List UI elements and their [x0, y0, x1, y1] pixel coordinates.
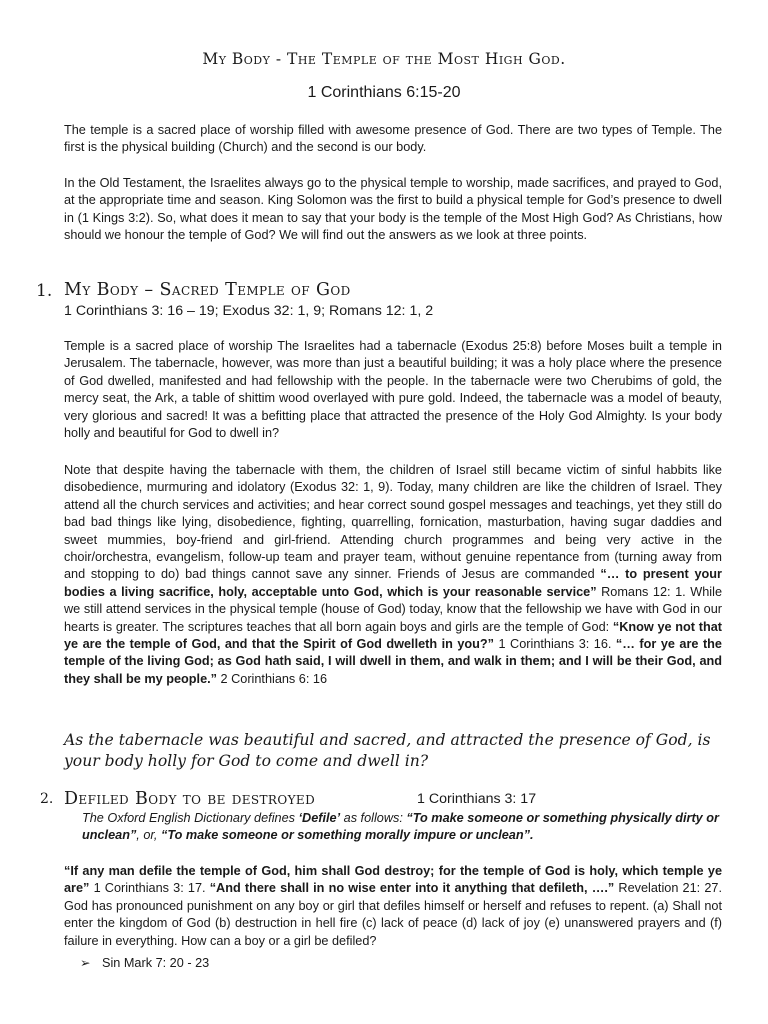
- intro-paragraph-2: In the Old Testament, the Israelites always go to the physical temple to worship, made sacrifices, and prayed to God, at the appropriate time and season. King Solomon was the first to build a physical temple for God’s presence to dwell in (1 Kings 3:2). So, what does it mean to say that your body is the temple of the Most High God? As Christians, how should we honour the temple of God? We will find out the answers as we look at three points.: [64, 176, 722, 243]
- section-2-number: 2.: [40, 791, 54, 807]
- arrow-bullet-icon: ➢: [80, 956, 91, 970]
- section-1-heading: My Body – Sacred Temple of God: [64, 280, 351, 300]
- section-1-number: 1.: [36, 281, 53, 301]
- intro-paragraph-1: The temple is a sacred place of worship filled with awesome presence of God. There are two types of Temple. The first is the physical building (Church) and the second is our body.: [64, 123, 722, 155]
- section-1-paragraph-1: Temple is a sacred place of worship The Israelites had a tabernacle (Exodus 25:8) before Moses built a temple in Jerusalem. The tabernacle, however, was more than just a beautiful building; it was a holy place where the presence of God dwelled, manifested and had fellowship with the people. In the tabernacle were two Cherubims of gold, the mercy seat, the Ark, a table of shittim wood overlayed with pure gold. Indeed, the tabernacle was a model of beauty, very glorious and sacred! It was a befitting place that attracted the presence of the Holy God Almighty. Is your body holly and beautiful for God to dwell in?: [64, 339, 722, 441]
- section-2-heading: Defiled Body to be destroyed: [64, 789, 316, 809]
- bullet-item: [80, 955, 209, 970]
- page-title: My Body - The Temple of the Most High God.: [202, 50, 566, 68]
- section-2-paragraph-1: “If any man defile the temple of God, him shall God destroy; for the temple of God is holy, which temple ye are” 1 Corinthians 3: 17. “And there shall in no wise enter into it anything that defileth, ….” Revelation 21: 27. God has pronounced punishment on any boy or girl that defiles himself or herself and refuses to repent. (a) Shall not enter the kingdom of God (b) destruction in hell fire (c) lack of peace (d) lack of joy (e) unanswered prayers and (f) failure in everything. How can a boy or a girl be defiled?: [64, 864, 722, 948]
- defile-definition: The Oxford English Dictionary defines ‘Defile’ as follows: “To make someone or something physically dirty or unclean”, or, “To make someone or something morally impure or unclean”.: [82, 811, 719, 843]
- section-1-question: As the tabernacle was beautiful and sacred, and attracted the presence of God, is your body holly for God to come and dwell in?: [64, 731, 711, 770]
- page-subtitle: 1 Corinthians 6:15-20: [307, 84, 461, 101]
- section-1-paragraph-2: Note that despite having the tabernacle with them, the children of Israel still became victim of sinful habbits like disobedience, murmuring and idolatory (Exodus 32: 1, 9). Today, many children are like the children of Israel. They attend all the church services and activities; and hear correct sound gospel messages and teachings, yet they still do bad bad things like lying, disobedience, fighting, quarrelling, fornication, masturbation, having sugar daddies and sweet mummies, boy-friend and girl-friend. Attending church programmes and being very active in the choir/orchestra, evangelism, follow-up team and prayer team, without genuine repentance from (turning away from and stopping to do) bad things cannot save any sinner. Friends of Jesus are commanded “… to present your bodies a living sacrifice, holy, acceptable unto God, which is your reasonable service” Romans 12: 1. While we still attend services in the physical temple (house of God) today, know that the fellowship we have with God in our hearts is greater. The scriptures teaches that all born again boys and girls are the temple of God: “Know ye not that ye are the temple of God, and that the Spirit of God dwelleth in you?” 1 Corinthians 3: 16. “… for ye are the temple of the living God; as God hath said, I will dwell in them, and walk in them; and I will be their God, and they shall be my people.” 2 Corinthians 6: 16: [64, 463, 722, 686]
- bullet-item-text: Sin Mark 7: 20 - 23: [102, 956, 210, 970]
- section-1-references: 1 Corinthians 3: 16 – 19; Exodus 32: 1, 9; Romans 12: 1, 2: [64, 303, 434, 319]
- section-2-reference: 1 Corinthians 3: 17: [417, 791, 537, 807]
